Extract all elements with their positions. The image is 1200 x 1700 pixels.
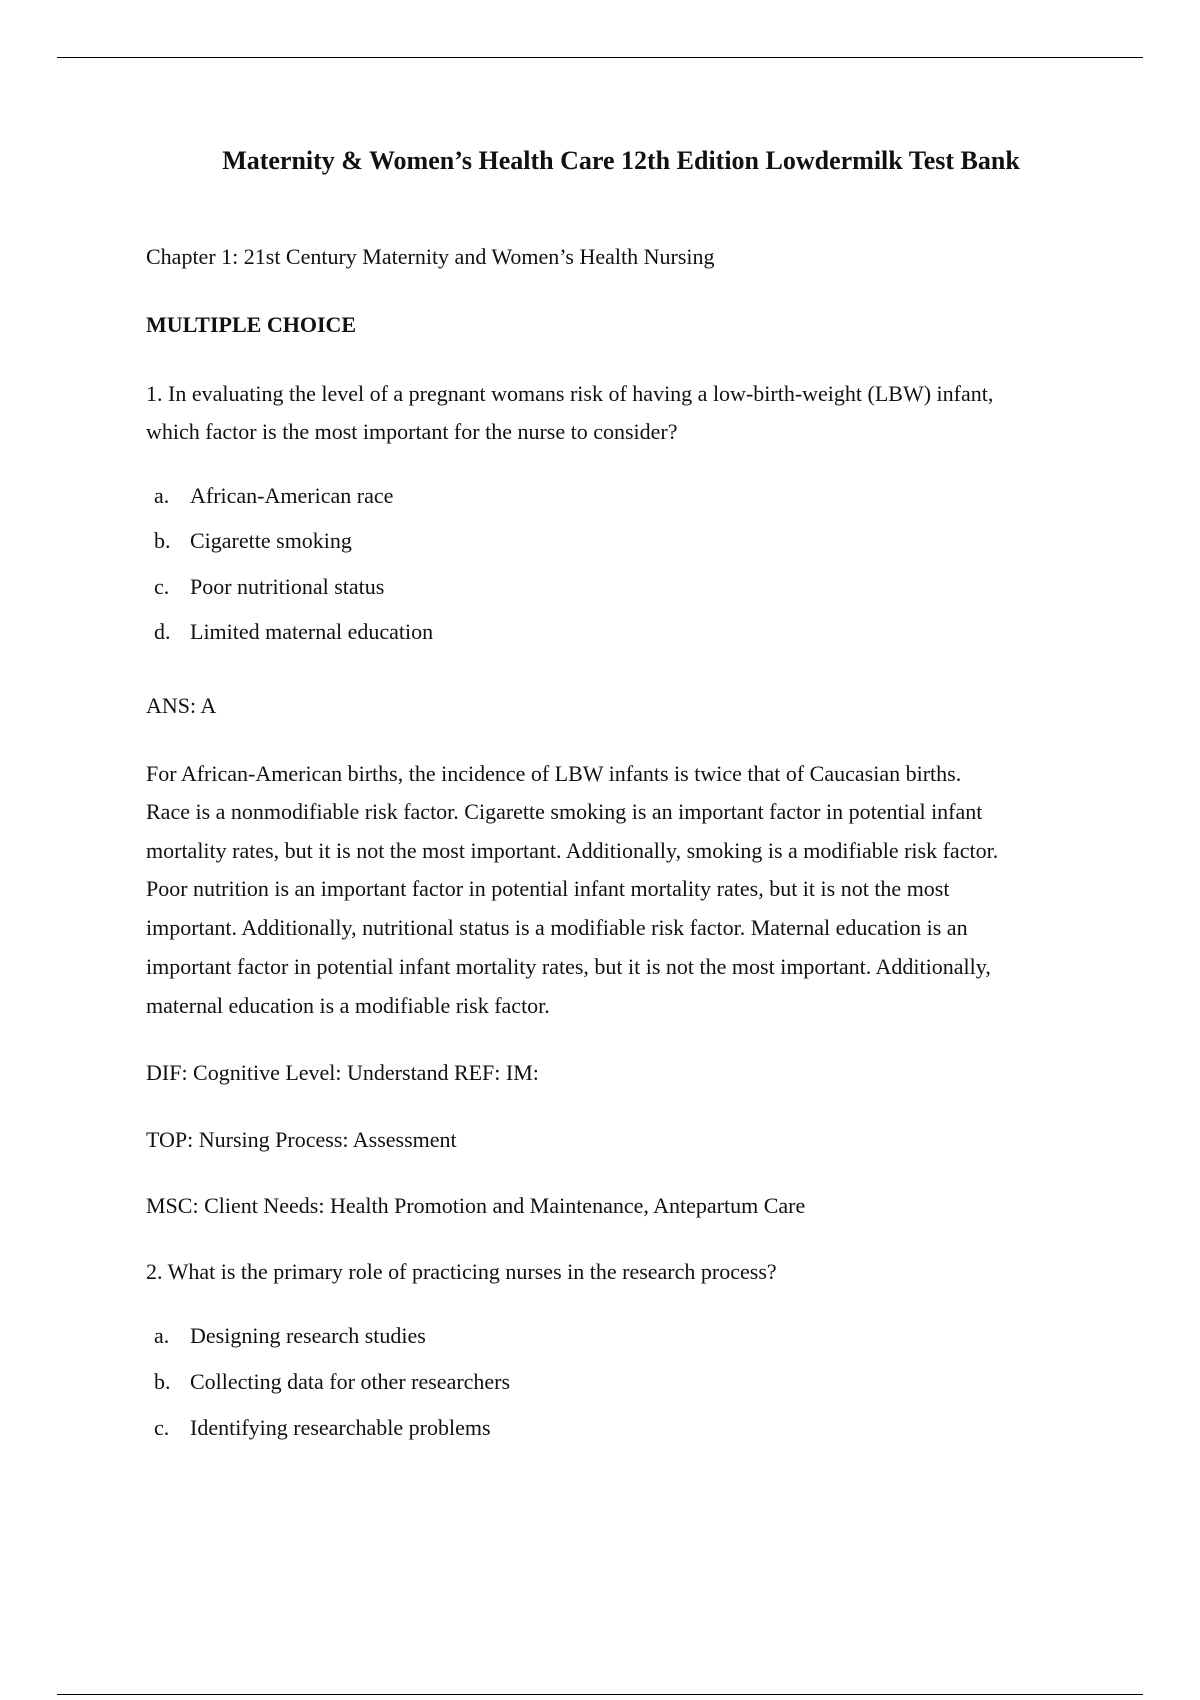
choice-text: Poor nutritional status	[190, 574, 385, 599]
document-title: Maternity & Women’s Health Care 12th Edition Lowdermilk Test Bank	[222, 146, 1020, 175]
question-2-choice-b	[154, 1367, 510, 1397]
rationale-line-1: For African-American births, the incidence of LBW infants is twice that of Caucasian births.	[146, 761, 962, 786]
choice-text: Cigarette smoking	[190, 528, 352, 553]
rationale-line-3: mortality rates, but it is not the most important. Additionally, smoking is a modifiable risk factor.	[146, 838, 999, 863]
section-heading: MULTIPLE CHOICE	[146, 312, 357, 337]
question-1-choice-b	[154, 526, 352, 556]
rationale-line-5: important. Additionally, nutritional status is a modifiable risk factor. Maternal education is an	[146, 915, 968, 940]
question-2-choice-a	[154, 1321, 426, 1351]
question-2-choice-c	[154, 1413, 491, 1443]
choice-letter: c.	[154, 574, 170, 599]
choice-text: Identifying researchable problems	[190, 1415, 491, 1440]
bottom-rule	[57, 1694, 1143, 1695]
question-2-stem: 2. What is the primary role of practicing nurses in the research process?	[146, 1259, 777, 1284]
choice-letter: a.	[154, 1323, 170, 1348]
choice-letter: a.	[154, 483, 170, 508]
question-1-choice-a	[154, 481, 393, 511]
choice-letter: c.	[154, 1415, 170, 1440]
question-1-choice-d	[154, 617, 433, 647]
question-1-difficulty: DIF: Cognitive Level: Understand REF: IM:	[146, 1060, 539, 1085]
question-1-choice-c	[154, 572, 384, 602]
choice-letter: d.	[154, 619, 171, 644]
question-1-stem-line-2: which factor is the most important for the nurse to consider?	[146, 419, 678, 444]
choice-letter: b.	[154, 528, 171, 553]
top-rule	[57, 57, 1143, 58]
choice-letter: b.	[154, 1369, 171, 1394]
rationale-line-7: maternal education is a modifiable risk factor.	[146, 993, 550, 1018]
rationale-line-6: important factor in potential infant mortality rates, but it is not the most important. Additionally,	[146, 954, 991, 979]
choice-text: Designing research studies	[190, 1323, 426, 1348]
question-1-client-needs: MSC: Client Needs: Health Promotion and Maintenance, Antepartum Care	[146, 1193, 806, 1218]
rationale-line-4: Poor nutrition is an important factor in potential infant mortality rates, but it is not the most	[146, 876, 950, 901]
rationale-line-2: Race is a nonmodifiable risk factor. Cigarette smoking is an important factor in potential infant	[146, 799, 983, 824]
question-1-answer: ANS: A	[146, 693, 217, 718]
question-1-stem-line-1: 1. In evaluating the level of a pregnant womans risk of having a low-birth-weight (LBW) infant,	[146, 381, 994, 406]
choice-text: Limited maternal education	[190, 619, 434, 644]
question-1-topic: TOP: Nursing Process: Assessment	[146, 1127, 457, 1152]
choice-text: African-American race	[190, 483, 394, 508]
chapter-heading: Chapter 1: 21st Century Maternity and Women’s Health Nursing	[146, 244, 715, 269]
choice-text: Collecting data for other researchers	[190, 1369, 511, 1394]
